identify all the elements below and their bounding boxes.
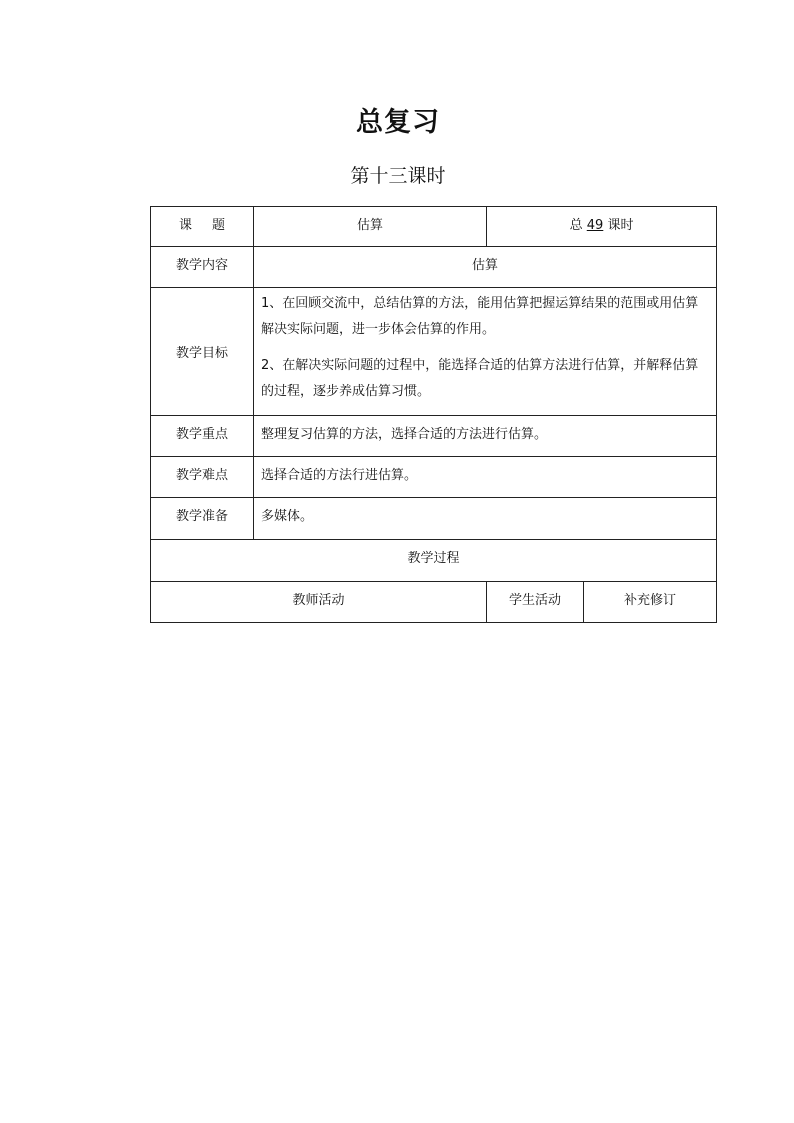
process-label: 教学过程 — [151, 540, 717, 582]
key-points-row — [151, 416, 717, 457]
lesson-number: 第十三课时 — [350, 165, 446, 187]
objectives-row — [151, 288, 717, 416]
supplement-header: 补充修订 — [584, 582, 717, 623]
topic-value: 估算 — [254, 207, 487, 247]
process-header-row — [151, 540, 717, 582]
key-points-value: 整理复习估算的方法，选择合适的方法进行估算。 — [254, 416, 717, 457]
preparation-row — [151, 498, 717, 540]
activity-header-row — [151, 582, 717, 623]
objective-item-1: 1、在回顾交流中，总结估算的方法，能用估算把握运算结果的范围或用估算解决实际问题，进一步体会估算的作用。 — [261, 296, 699, 337]
objectives-label: 教学目标 — [151, 288, 254, 416]
teacher-activity-header: 教师活动 — [151, 582, 487, 623]
topic-label: 课 题 — [151, 207, 254, 247]
difficulties-row — [151, 457, 717, 498]
topic-row — [151, 207, 717, 247]
student-activity-header: 学生活动 — [487, 582, 584, 623]
objective-item-2: 2、在解决实际问题的过程中，能选择合适的估算方法进行估算，并解释估算的过程，逐步养成估算习惯。 — [261, 358, 699, 399]
objectives-content — [254, 288, 717, 416]
preparation-label: 教学准备 — [151, 498, 254, 540]
lesson-plan-table — [150, 206, 717, 623]
document-title: 总复习 — [356, 107, 440, 138]
content-row — [151, 247, 717, 288]
key-points-label: 教学重点 — [151, 416, 254, 457]
difficulties-label: 教学难点 — [151, 457, 254, 498]
content-label: 教学内容 — [151, 247, 254, 288]
total-lesson-number: 49 — [586, 218, 604, 233]
difficulties-value: 选择合适的方法行进估算。 — [254, 457, 717, 498]
preparation-value: 多媒体。 — [254, 498, 717, 540]
content-value: 估算 — [254, 247, 717, 288]
total-lesson-count: 总 49 课时 — [487, 207, 717, 247]
